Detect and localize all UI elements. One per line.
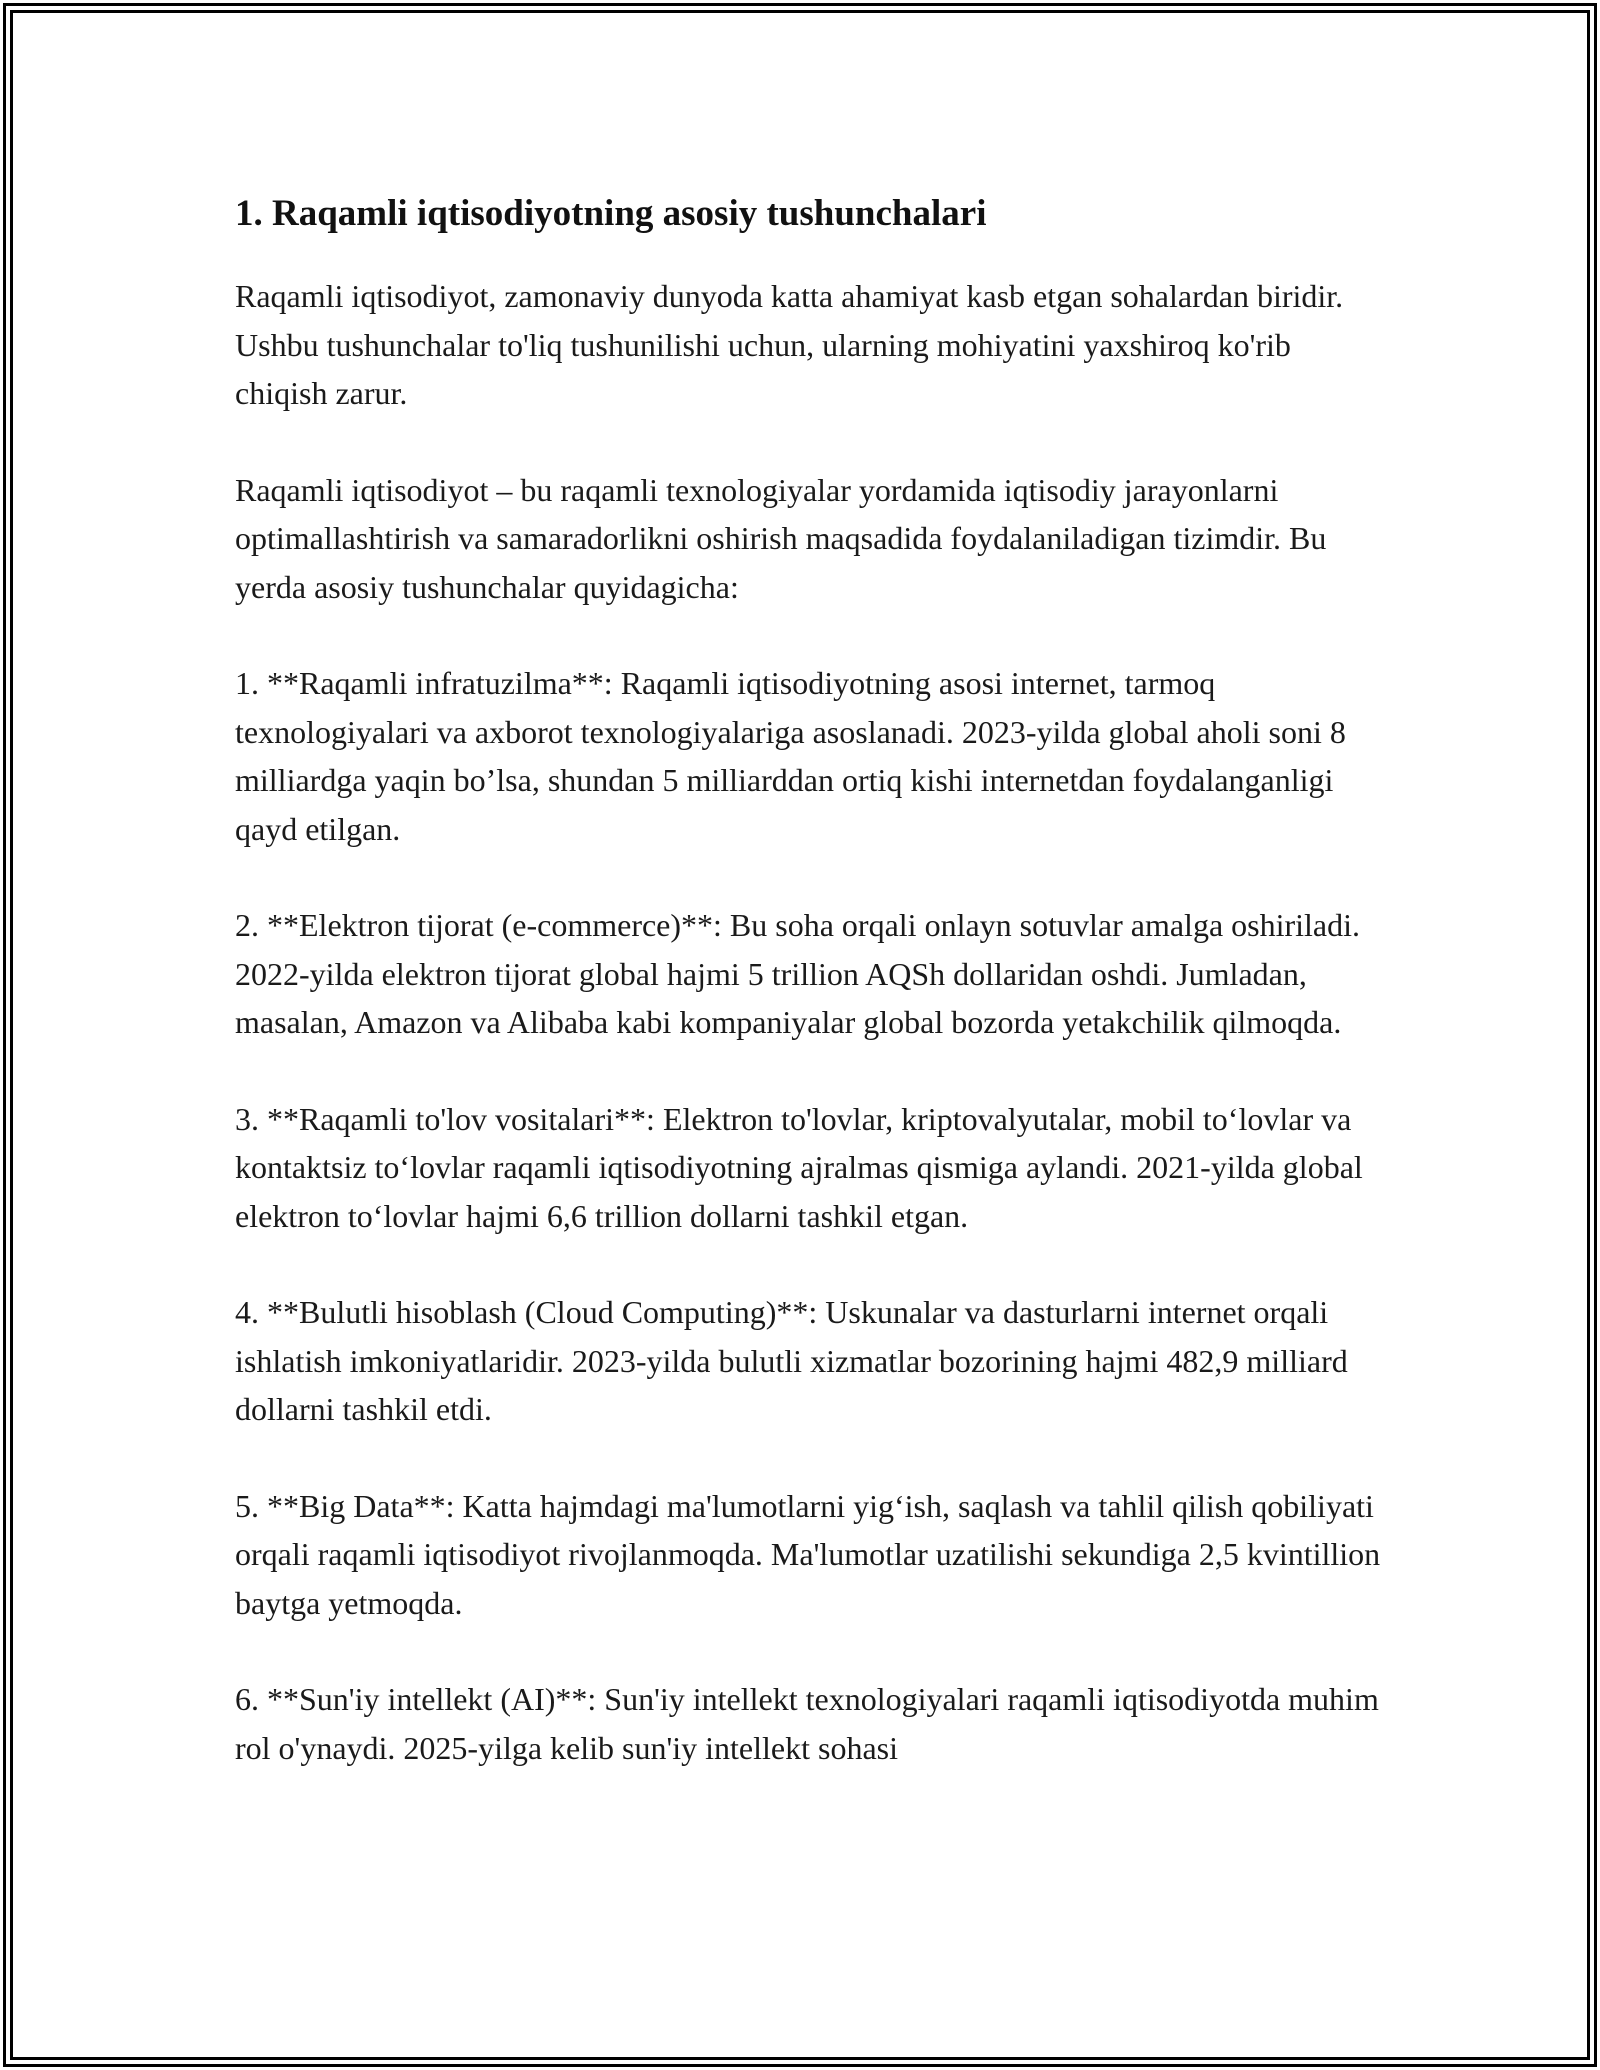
concept-artificial-intelligence: 6. **Sun'iy intellekt (AI)**: Sun'iy intellekt texnologiyalari raqamli iqtisodiyotda muhim rol o'ynaydi. 2025-yilga kelib sun'iy intellekt sohasi xyxy=(235,1681,1379,1766)
concept-big-data: 5. **Big Data**: Katta hajmdagi ma'lumotlarni yig‘ish, saqlash va tahlil qilish qobiliyati orqali raqamli iqtisodiyot rivojlanmoqda. Ma'lumotlar uzatilishi sekundiga 2,5 kvintillion baytga yetmoqda. xyxy=(235,1487,1381,1621)
definition-paragraph: Raqamli iqtisodiyot – bu raqamli texnologiyalar yordamida iqtisodiy jarayonlarni optimallashtirish va samaradorlikni oshirish maqsadida foydalaniladigan tizimdir. Bu yerda asosiy tushunchalar quyidagicha: xyxy=(235,471,1327,605)
intro-paragraph: Raqamli iqtisodiyot, zamonaviy dunyoda katta ahamiyat kasb etgan sohalardan biridir. Ushbu tushunchalar to'liq tushunilishi uchun, ularning mohiyatini yaxshiroq ko'rib chiqish zarur. xyxy=(235,278,1344,411)
document-body xyxy=(235,186,1385,1820)
concept-digital-payments: 3. **Raqamli to'lov vositalari**: Elektron to'lovlar, kriptovalyutalar, mobil to‘lovlar va kontaktsiz to‘lovlar raqamli iqtisodiyotning ajralmas qismiga aylandi. 2021-yilda global elektron to‘lovlar hajmi 6,6 trillion dollarni tashkil etgan. xyxy=(235,1100,1363,1234)
concept-e-commerce: 2. **Elektron tijorat (e-commerce)**: Bu soha orqali onlayn sotuvlar amalga oshiriladi. 2022-yilda elektron tijorat global hajmi 5 trillion AQSh dollaridan oshdi. Jumladan, masalan, Amazon va Alibaba kabi kompaniyalar global bozorda yetakchilik qilmoqda. xyxy=(235,907,1361,1040)
concept-cloud-computing: 4. **Bulutli hisoblash (Cloud Computing)**: Uskunalar va dasturlarni internet orqali ishlatish imkoniyatlaridir. 2023-yilda bulutli xizmatlar bozorining hajmi 482,9 milliard dollarni tashkil etdi. xyxy=(235,1294,1348,1427)
concept-digital-infrastructure: 1. **Raqamli infratuzilma**: Raqamli iqtisodiyotning asosi internet, tarmoq texnologiyalari va axborot texnologiyalariga asoslanadi. 2023-yilda global aholi soni 8 milliardga yaqin bo’lsa, shundan 5 milliarddan ortiq kishi internetdan foydalanganligi qayd etilgan. xyxy=(235,665,1346,847)
section-heading: 1. Raqamli iqtisodiyotning asosiy tushunchalari xyxy=(235,193,987,234)
